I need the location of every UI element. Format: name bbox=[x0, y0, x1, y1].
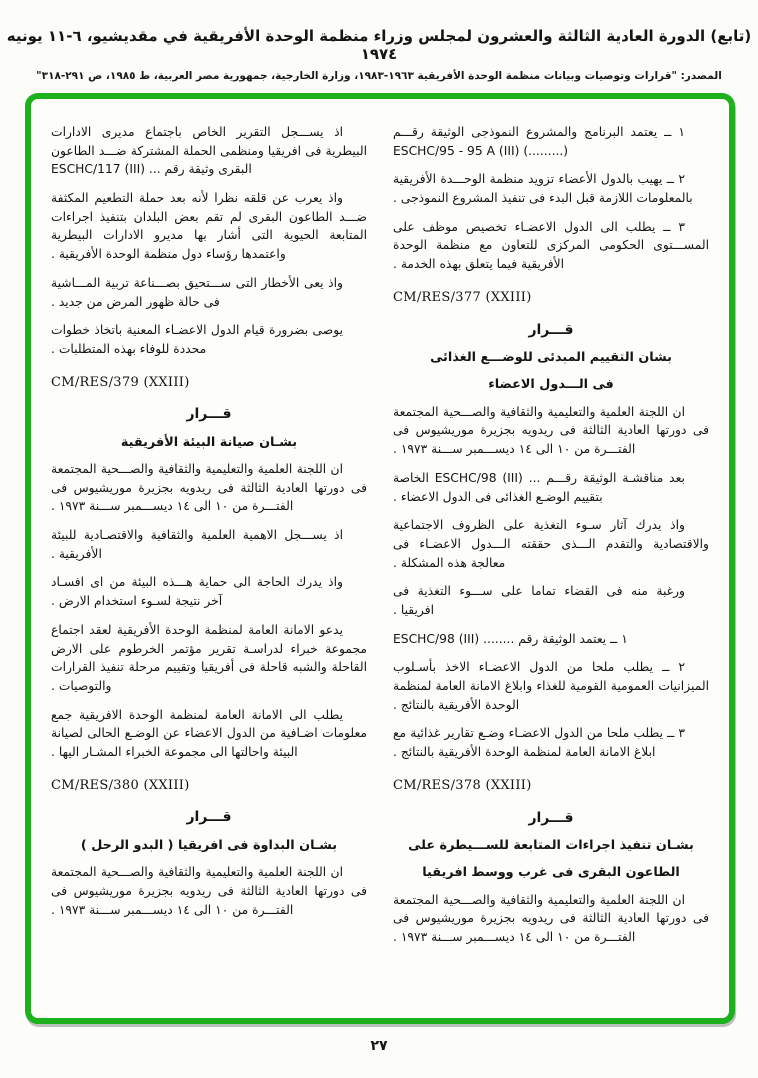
decision-subtitle: بشـان البداوة فى افريقيا ( البدو الرحل ) bbox=[80, 837, 338, 853]
column-left bbox=[51, 123, 367, 994]
paragraph: ان اللجنة العلمية والتعليمية والثقافية والصـــحية المجتمعة فى دورتها العادية الثالثة فى ريدويه بجزيرة موريشيوس فى الفتـــرة من ١٠ الى ١٤ ديســـمبر ســـنة ١٩٧٣ . bbox=[393, 404, 709, 457]
decision-subtitle: بشـان صيانة البيئة الأفريقية bbox=[120, 434, 298, 450]
paragraph: واذ يدرك آثار سـوء التغذية على الظروف الاجتماعية والاقتصادية والتقدم الـــذى حققته الـــدول الاعضـاء فى معالجة هذه المشكلة . bbox=[393, 518, 709, 570]
paragraph: يطلب الى الامانة العامة لمنظمة الوحدة الافريقية جمع معلومات اضـافية من الدول الاعضاء عن الوضـع الحالى لصيانة البيئة واحالتها الى مجموعة الخبراء المشـار اليها . bbox=[51, 707, 367, 759]
paragraph: يدعو الامانة العامة لمنظمة الوحدة الأفريقية لعقد اجتماع مجموعة خبراء لدراسـة تقرير مؤتمر الخرطوم على الارض القاحلة والشبه قاحلة فى أفريقيا وتقييم مرحلة تنفيذ القرارات والتوصيات . bbox=[51, 622, 367, 693]
paragraph: يوصى بضرورة قيام الدول الاعضـاء المعنية باتخاذ خطوات محددة للوفاء بهذه المتطلبات . bbox=[51, 323, 343, 356]
page-header-title: (تابع) الدورة العادية الثالثة والعشرون لمجلس وزراء منظمة الوحدة الأفريقية في مقديشيو، ٦-١١ يونيه ١٩٧٤ bbox=[6, 27, 752, 63]
paragraph: واذ يعى الأخطار التى ســـتحيق بصـــناعة تربية المـــاشية فى حالة ظهور المرض من جديد . bbox=[51, 275, 343, 309]
numbered-clause: ١ ــ يعتمد الوثيقة رقم ........ ESCHC/98 (III) bbox=[393, 631, 628, 646]
paragraph: ان اللجنة العلمية والتعليمية والثقافية والصـــحية المجتمعة فى دورتها العادية الثالثة فى ريدويه بجزيرة موريشيوس فى الفتـــرة من ١٠ الى ١٤ ديســـمبر ســـنة ١٩٧٣ . bbox=[51, 865, 367, 917]
numbered-clause: ٢ ــ يطلب ملحا من الدول الاعضـاء الاخذ بأسـلوب الميزانيات العمومية القومية للغذاء وابلاغ الامانة العامة لمنظمة الوحدة الأفريقية بالنتائج . bbox=[393, 660, 709, 712]
paragraph: ان اللجنة العلمية والتعليمية والثقافية والصـــحية المجتمعة فى دورتها العادية الثالثة فى ريدويه بجزيرة موريشيوس فى الفتـــرة من ١٠ الى ١٤ ديســـمبر ســـنة ١٩٧٣ . bbox=[393, 892, 709, 945]
numbered-clause: ٣ ــ يطلب الى الدول الاعضـاء تخصيص موظف على المســـتوى الحكومى المركزى للتعاون مع منظمة الوحدة الأفريقية فيما يتعلق بهذه الخدمة . bbox=[393, 219, 709, 272]
content-frame bbox=[25, 93, 735, 1024]
paragraph: واذ يعرب عن قلقه نظرا لأنه بعد حملة التطعيم المكثفة ضـــد الطاعون البقرى لم تقم بعض البلدان بتنفيذ اجراءات المتابعة الحيوية التى أشار بها مديرو الادارات البيطرية واعتمدها رؤساء دول منظمة الوحدة الأفريقية . bbox=[51, 191, 367, 262]
decision-heading: قـــرار bbox=[528, 321, 574, 338]
resolution-ref: CM/RES/377 (XXIII) bbox=[393, 289, 532, 305]
two-column-layout bbox=[31, 99, 729, 1018]
decision-heading: قـــرار bbox=[186, 406, 232, 423]
paragraph: ان اللجنة العلمية والتعليمية والثقافية والصـــحية المجتمعة فى دورتها العادية الثالثة فى ريدويه بجزيرة موريشيوس فى الفتـــرة من ١٠ الى ١٤ ديســـمبر ســـنة ١٩٧٣ . bbox=[51, 462, 367, 514]
decision-subtitle: بشـان تنفيذ اجراءات المتابعة للســـيطرة على bbox=[408, 837, 694, 853]
resolution-ref: CM/RES/379 (XXIII) bbox=[51, 374, 190, 390]
resolution-ref: CM/RES/378 (XXIII) bbox=[393, 777, 532, 793]
decision-heading: قـــرار bbox=[186, 809, 232, 826]
paragraph: ورغبة منه فى القضاء تماما على ســـوء التغذية فى افريقيا . bbox=[393, 584, 685, 617]
page-header-source: المصدر: "قرارات وتوصيات وبيانات منظمة الوحدة الأفريقية ١٩٦٣-١٩٨٣، وزارة الخارجية، جمهورية مصر العربية، ط ١٩٨٥، ص ٢٩١-٣١٨" bbox=[36, 70, 722, 82]
column-right bbox=[393, 123, 709, 994]
page-header bbox=[0, 0, 758, 82]
paragraph: اذ يســـجل الاهمية العلمية والثقافية والاقتصـادية للبيئة الأفريقية . bbox=[51, 528, 343, 561]
decision-heading: قـــرار bbox=[528, 809, 574, 826]
paragraph: اذ يســـجل التقرير الخاص باجتماع مديرى الادارات البيطرية فى افريقيا ومنظمى الحملة المشتركة ضـــد الطاعون البقرى وثيقة رقم ... ESCHC/117 (III) bbox=[51, 125, 367, 177]
paragraph: بعد مناقشـة الوثيقة رقـــم ... ESCHC/98 (III) الخاصة بتقييم الوضـع الغذائى فى الدول الاعضاء . bbox=[393, 470, 685, 504]
paragraph: واذ يدرك الحاجة الى حماية هـــذه البيئة من اى افسـاد آخر نتيجة لسـوء استخدام الارض . bbox=[51, 575, 343, 609]
decision-subtitle: فى الـــدول الاعضاء bbox=[488, 377, 614, 393]
page-number: ٢٧ bbox=[370, 1038, 388, 1054]
numbered-clause: ٢ ــ يهيب بالدول الأعضاء تزويد منظمة الوحـــدة الأفريقية بالمعلومات اللازمة قبل البدء فى تنفيذ المشروع النموذجى . bbox=[393, 172, 693, 206]
numbered-clause: ١ ــ يعتمد البرنامج والمشروع النموذجى الوثيقة رقـــم (.........) ESCHC/95 - 95 A (III) bbox=[393, 125, 685, 158]
numbered-clause: ٣ ــ يطلب ملحا من الدول الاعضـاء وضـع تقارير غذائية مع ابلاغ الامانة العامة لمنظمة الوحدة الأفريقية بالنتائج . bbox=[393, 726, 685, 760]
decision-subtitle: بشان التقييم المبدئى للوضـــع الغذائى bbox=[430, 349, 672, 365]
decision-subtitle: الطاعون البقرى فى غرب ووسط افريقيا bbox=[422, 865, 680, 881]
resolution-ref: CM/RES/380 (XXIII) bbox=[51, 777, 190, 793]
